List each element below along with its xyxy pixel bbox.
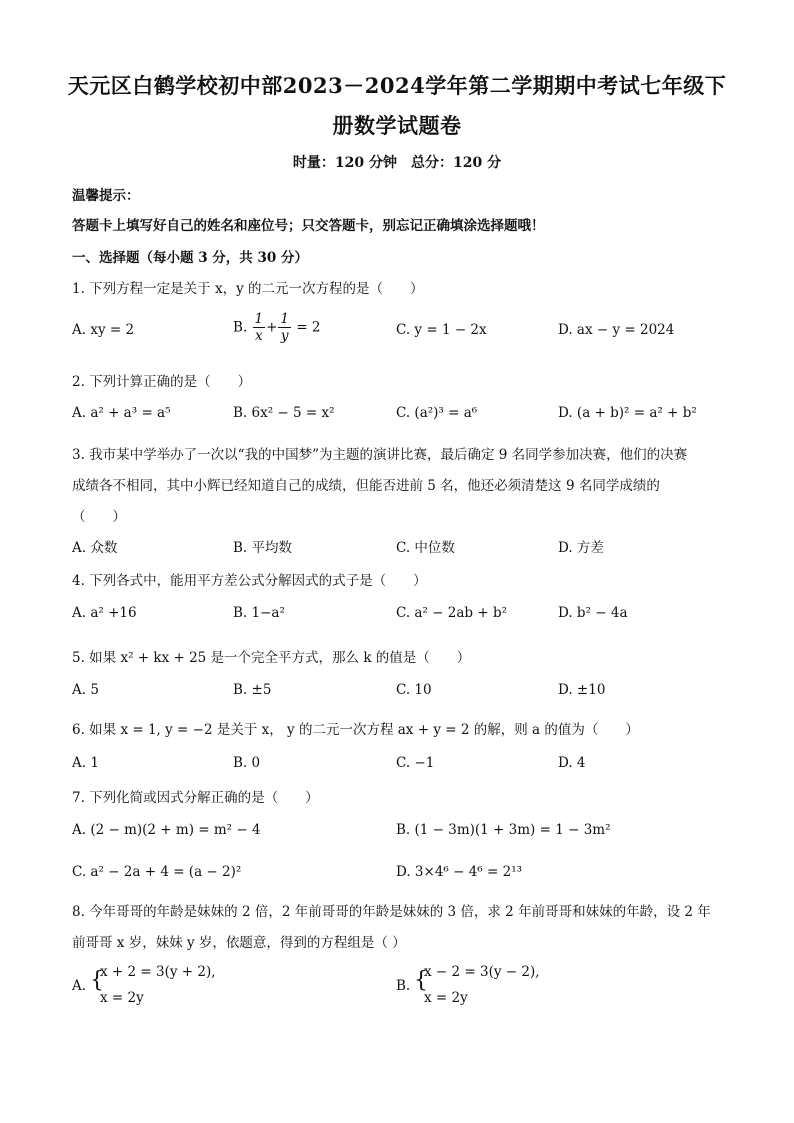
q3-option-c: C. 中位数 (396, 540, 455, 556)
q6-option-d: D. 4 (558, 755, 586, 771)
q1-option-d: D. ax − y = 2024 (558, 322, 675, 338)
q8-option-a-eq1: x + 2 = 3(y + 2), (100, 964, 216, 980)
question-5-stem: 5. 如果 x² + kx + 25 是一个完全平方式，那么 k 的值是（ ） (72, 650, 471, 666)
question-4-stem: 4. 下列各式中，能用平方差公式分解因式的式子是（ ） (72, 573, 427, 589)
notice-label: 温馨提示： (72, 188, 140, 204)
q5-option-c: C. 10 (396, 682, 432, 698)
q3-option-a: A. 众数 (72, 540, 118, 556)
q8-option-b-eq1: x − 2 = 3(y − 2), (424, 964, 540, 980)
q8-option-a-label: A. (72, 978, 87, 994)
frac-numerator: 1 (280, 311, 290, 327)
q1-option-c: C. y = 1 − 2x (396, 322, 487, 338)
q8-option-a-brace: { (90, 968, 104, 993)
q4-option-a: A. a² +16 (72, 605, 137, 621)
q3-option-b: B. 平均数 (233, 540, 293, 556)
question-6-stem: 6. 如果 x = 1, y = −2 是关于 x， y 的二元一次方程 ax + y = 2 的解，则 a 的值为（ ） (72, 722, 639, 738)
question-3-stem-line1: 3. 我市某中学举办了一次以“我的中国梦”为主题的演讲比赛，最后确定 9 名同学参加决赛，他们的决赛 (72, 447, 688, 463)
q4-option-b: B. 1−a² (233, 605, 285, 621)
question-1-stem: 1. 下列方程一定是关于 x，y 的二元一次方程的是（ ） (72, 281, 424, 297)
q6-option-a: A. 1 (72, 755, 99, 771)
frac-numerator: 1 (254, 311, 264, 327)
q1-option-b-frac2 (278, 311, 291, 344)
q8-option-b-eq2: x = 2y (424, 990, 468, 1006)
q2-option-a: A. a² + a³ = a⁵ (72, 405, 171, 421)
q1-option-b-frac1 (253, 311, 266, 344)
q8-option-a-eq2: x = 2y (100, 990, 144, 1006)
notice-text: 答题卡上填写好自己的姓名和座位号；只交答题卡，别忘记正确填涂选择题哦！ (72, 218, 545, 234)
exam-title-line1: 天元区白鹤学校初中部2023－2024学年第二学期期中考试七年级下 (67, 73, 727, 98)
exam-title-line2: 册数学试题卷 (332, 113, 462, 138)
frac-plus: + (266, 319, 278, 336)
q8-option-b-brace: { (414, 968, 428, 993)
q4-option-c: C. a² − 2ab + b² (396, 605, 508, 621)
q7-option-b: B. (1 − 3m)(1 + 3m) = 1 − 3m² (396, 822, 611, 838)
q6-option-b: B. 0 (233, 755, 261, 771)
q1-option-b (233, 311, 321, 344)
q8-option-b-label: B. (396, 978, 411, 994)
frac-denominator: x (255, 328, 263, 344)
q6-option-c: C. −1 (396, 755, 435, 771)
question-7-stem: 7. 下列化简或因式分解正确的是（ ） (72, 790, 319, 806)
q4-option-d: D. b² − 4a (558, 605, 628, 621)
q3-option-d: D. 方差 (558, 540, 604, 556)
q7-option-d: D. 3×4⁶ − 4⁶ = 2¹³ (396, 864, 523, 880)
q5-option-b: B. ±5 (233, 682, 272, 698)
question-2-stem: 2. 下列计算正确的是（ ） (72, 374, 252, 390)
question-3-stem-line2: 成绩各不相同，其中小辉已经知道自己的成绩，但能否进前 5 名，他还必须清楚这 9 名同学成绩的 (72, 478, 660, 494)
question-8-stem-line2: 前哥哥 x 岁，妹妹 y 岁，依题意，得到的方程组是（ ） (72, 935, 406, 951)
question-3-stem-line3: （ ） (72, 509, 126, 525)
section-heading: 一、选择题（每小题 3 分，共 30 分） (72, 250, 308, 266)
exam-subtitle: 时量：120 分钟 总分：120 分 (292, 155, 502, 171)
q5-option-d: D. ±10 (558, 682, 606, 698)
q1-option-b-label: B. (233, 319, 248, 336)
q7-option-a: A. (2 − m)(2 + m) = m² − 4 (72, 822, 261, 838)
frac-denominator: y (280, 328, 289, 344)
q2-option-d: D. (a + b)² = a² + b² (558, 405, 697, 421)
frac-rest: = 2 (296, 319, 321, 336)
q2-option-b: B. 6x² − 5 = x² (233, 405, 335, 421)
q1-option-a: A. xy = 2 (72, 322, 135, 338)
q7-option-c: C. a² − 2a + 4 = (a − 2)² (72, 864, 242, 880)
q2-option-c: C. (a²)³ = a⁶ (396, 405, 478, 421)
q5-option-a: A. 5 (72, 682, 99, 698)
question-8-stem-line1: 8. 今年哥哥的年龄是妹妹的 2 倍，2 年前哥哥的年龄是妹妹的 3 倍，求 2 年前哥哥和妹妹的年龄，设 2 年 (72, 904, 711, 920)
